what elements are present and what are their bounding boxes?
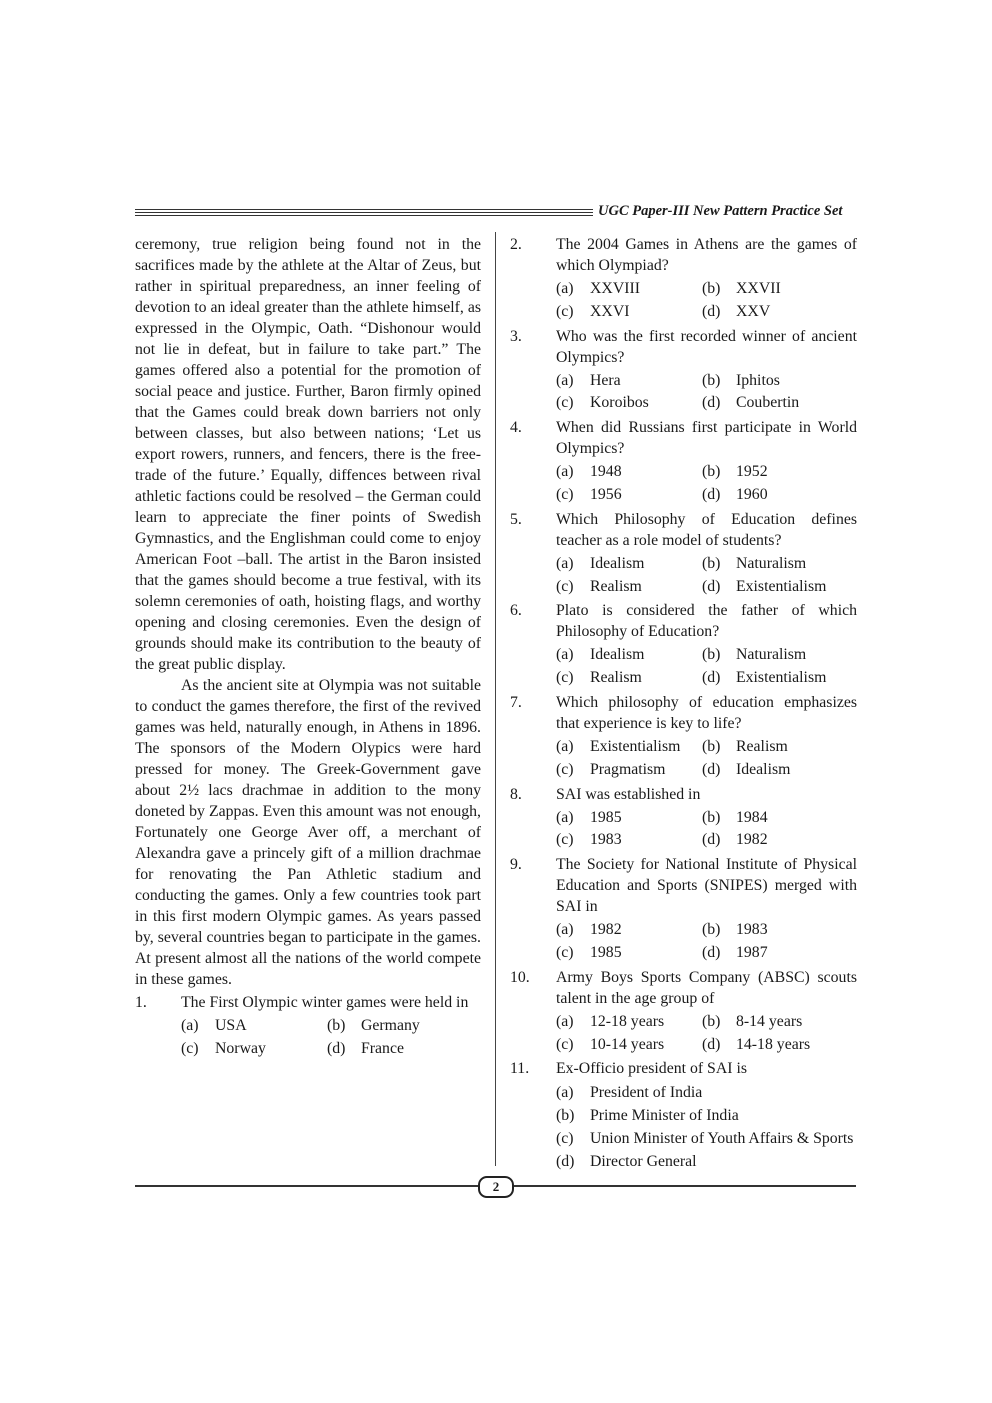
- option: (c) 10-14 years: [556, 1035, 665, 1053]
- options: [556, 461, 857, 507]
- question-number: 3.: [510, 327, 522, 345]
- option: (a) 1985: [556, 808, 622, 826]
- question-4: [510, 417, 857, 507]
- option: (b) Prime Minister of India: [556, 1107, 739, 1125]
- options: [556, 919, 857, 965]
- page-number: 2: [478, 1176, 514, 1198]
- question-number: 9.: [510, 856, 522, 874]
- option: (d) Existentialism: [702, 577, 827, 595]
- question-text: SAI was established in: [556, 785, 701, 803]
- option: (b) Iphitos: [702, 371, 780, 389]
- option: (a) Existentialism: [556, 737, 681, 755]
- options: [556, 1081, 857, 1173]
- question-text: The 2004 Games in Athens are the games of which Olympiad?: [556, 236, 857, 274]
- question-number: 6.: [510, 602, 522, 620]
- question-10: [510, 967, 857, 1057]
- option: (a) USA: [181, 1017, 247, 1034]
- footer-rule-left: [135, 1185, 478, 1187]
- option: (b) Germany: [327, 1017, 420, 1034]
- option: (b) 1983: [702, 921, 768, 939]
- option: (d) XXV: [702, 302, 771, 320]
- question-7: [510, 692, 857, 782]
- option: (a) Idealism: [556, 554, 645, 572]
- running-header: UGC Paper-III New Pattern Practice Set: [598, 203, 843, 219]
- option: (b) 8-14 years: [702, 1012, 803, 1030]
- body-paragraph: As the ancient site at Olympia was not suitable to conduct the games therefore, the first of the revived games was held, naturally enough, in Athens in 1896. The sponsors of the Modern Olypics were hard pressed for money. The Greek-Government gave about 2½ lacs drachmae in addition to the mony doneted by Zappas. Even this amount was not enough, Fortunately one George Aver off, a merchant of Alexandra gave a princely gift of a million drachmae for renovating the Pan Athletic stadium and conducting the games. Only a few countries took part in this first modern Olympic games. As years passed by, several countries began to participate in the games. At present almost all the nations of the world compete in these games.: [135, 677, 481, 988]
- question-number: 1.: [135, 994, 147, 1011]
- right-column: [510, 234, 857, 1175]
- options: [556, 370, 857, 416]
- question-text: Which Philosophy of Education defines teacher as a role model of students?: [556, 510, 857, 549]
- option: (c) Koroibos: [556, 394, 649, 412]
- options: [556, 736, 857, 782]
- question-5: [510, 509, 857, 599]
- option: (a) XXVIII: [556, 280, 641, 297]
- question-number: 5.: [510, 510, 522, 528]
- question-text: The First Olympic winter games were held in: [181, 994, 469, 1011]
- option: (d) Coubertin: [702, 394, 800, 412]
- option: (a) 1948: [556, 463, 622, 481]
- question-8: [510, 784, 857, 853]
- option: (d) 1982: [702, 831, 768, 849]
- question-number: 8.: [510, 785, 522, 803]
- question-number: 10.: [510, 968, 530, 986]
- option: (d) Idealism: [702, 760, 791, 778]
- option: (a) 12-18 years: [556, 1012, 665, 1030]
- question-text: Army Boys Sports Company (ABSC) scouts talent in the age group of: [556, 968, 857, 1007]
- question-text: Who was the first recorded winner of ancient Olympics?: [556, 327, 857, 366]
- question-3: [510, 326, 857, 416]
- question-number: 2.: [510, 236, 522, 253]
- option: (b) Realism: [702, 737, 788, 755]
- option: (d) France: [327, 1039, 404, 1057]
- question-number: 4.: [510, 419, 522, 437]
- options: [556, 644, 857, 690]
- column-divider: [495, 232, 496, 1166]
- option: (c) 1985: [556, 943, 622, 961]
- footer-rule-right: [514, 1185, 856, 1187]
- question-text: When did Russians first participate in World Olympics?: [556, 419, 857, 458]
- option: (c) Pragmatism: [556, 760, 666, 778]
- option: (d) 1960: [702, 485, 768, 503]
- option: (a) 1982: [556, 921, 622, 939]
- option: (c) Union Minister of Youth Affairs & Sports: [556, 1130, 854, 1148]
- left-column: [135, 234, 481, 1063]
- question-11: [510, 1058, 857, 1173]
- options: [556, 278, 857, 324]
- question-1: [135, 992, 481, 1061]
- option: (c) Realism: [556, 577, 642, 595]
- option: (c) Realism: [556, 669, 642, 687]
- option: (a) Idealism: [556, 646, 645, 664]
- options: [556, 553, 857, 599]
- question-text: Ex-Officio president of SAI is: [556, 1060, 747, 1078]
- options: [556, 807, 857, 853]
- question-2: [510, 234, 857, 324]
- question-number: 11.: [510, 1060, 530, 1078]
- body-paragraph: ceremony, true religion being found not in the sacrifices made by the athlete at the Altar of Zeus, but rather in spiritual preparedness, an inner feeling of devotion to an ideal greater than the athlete himself, as expressed in the Olympic, Oath. “Dishonour would not lie in defeat, but in failure to take part.” The games offered also a potential for the promotion of social peace and justice. Further, Baron firmly opined that the Games could break down barriers not only between classes, but also between nations; ‘Let us export rowers, runners, and fencers, there is the free- trade of the future.’ Equally, diffences between rival athletic factions could be resolved – the German could learn to appreciate the finer points of Swedish Gymnastics, and the Englishman could come to enjoy American Foot –ball. The artist in the Baron insisted that the games should become a true festival, with its solemn ceremonies of oath, hoisting flags, and worthy opening and closing ceremonies. Even the design of grounds should make its contribution to the beauty of the great public display.: [135, 236, 481, 673]
- option: (c) XXVI: [556, 302, 630, 320]
- option: (a) President of India: [556, 1084, 703, 1102]
- question-9: [510, 854, 857, 965]
- header-rule: [135, 209, 593, 217]
- option: (b) Naturalism: [702, 646, 807, 664]
- option: (c) 1983: [556, 831, 622, 849]
- options: [556, 1011, 857, 1057]
- option: (b) XXVII: [702, 280, 781, 297]
- option: (d) 14-18 years: [702, 1035, 811, 1053]
- question-text: Plato is considered the father of which Philosophy of Education?: [556, 602, 857, 641]
- options: [181, 1015, 481, 1061]
- option: (d) Existentialism: [702, 669, 827, 687]
- question-6: [510, 600, 857, 690]
- option: (c) Norway: [181, 1039, 266, 1057]
- option: (b) 1984: [702, 808, 768, 826]
- question-number: 7.: [510, 693, 522, 711]
- question-text: Which philosophy of education emphasizes that experience is key to life?: [556, 693, 857, 732]
- option: (c) 1956: [556, 485, 622, 503]
- option: (d) 1987: [702, 943, 768, 961]
- option: (a) Hera: [556, 371, 621, 389]
- question-text: The Society for National Institute of Physical Education and Sports (SNIPES) merged with SAI in: [556, 856, 857, 916]
- option: (d) Director General: [556, 1153, 697, 1171]
- option: (b) 1952: [702, 463, 768, 481]
- option: (b) Naturalism: [702, 554, 807, 572]
